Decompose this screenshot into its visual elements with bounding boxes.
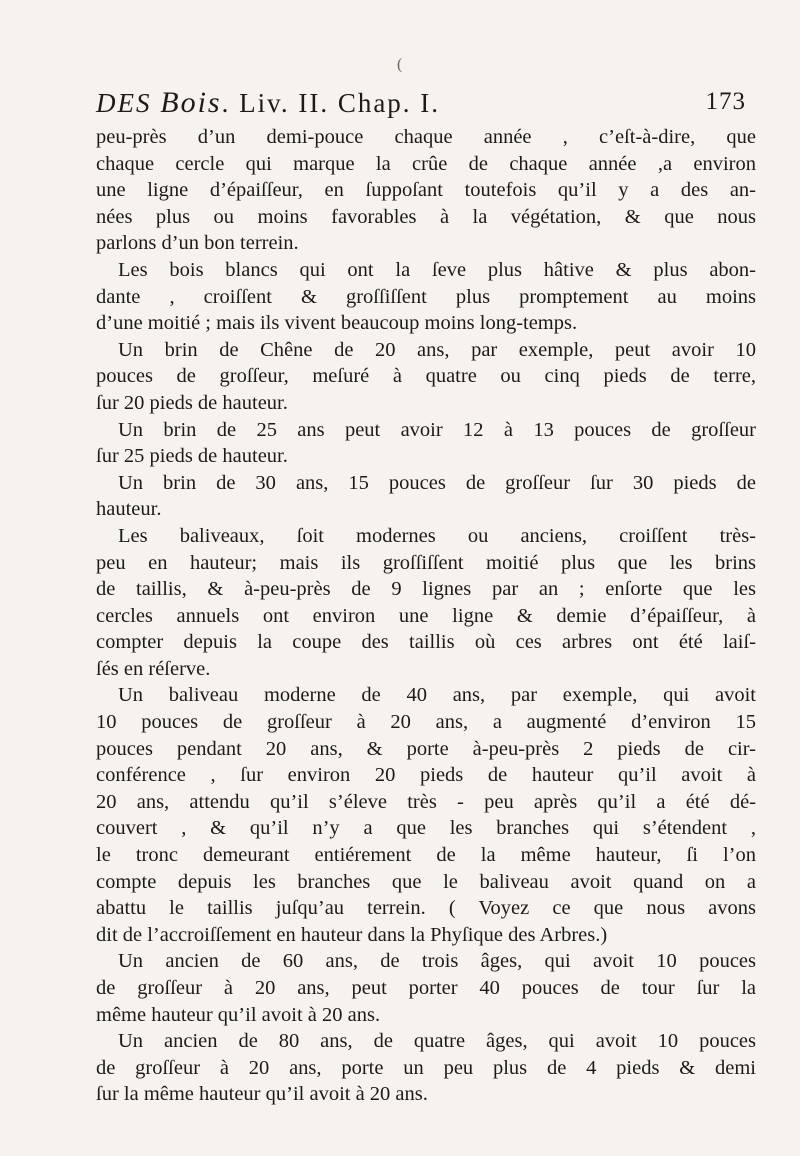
running-title — [96, 86, 440, 120]
text-line: Les baliveaux, ſoit modernes ou anciens, croiſſent très- — [118, 524, 756, 547]
text-line: une ligne d’épaiſſeur, en ſuppoſant toutefois qu’il y a des an- — [96, 179, 756, 202]
running-header — [96, 86, 746, 122]
page-number: 173 — [705, 88, 746, 115]
text-line: ſur 25 pieds de hauteur. — [96, 445, 288, 468]
text-line: 20 ans, attendu qu’il s’éleve très - peu après qu’il a été dé- — [96, 790, 756, 813]
text-line: hauteur. — [96, 498, 162, 521]
text-line: Un brin de 25 ans peut avoir 12 à 13 pouces de groſſeur — [118, 418, 756, 441]
running-title-italic: Bois — [160, 86, 222, 119]
text-line: Un brin de Chêne de 20 ans, par exemple, peut avoir 10 — [118, 338, 756, 361]
text-line: Un ancien de 60 ans, de trois âges, qui avoit 10 pouces — [118, 950, 756, 973]
text-line: dit de l’accroiſſement en hauteur dans la Phyſique des Arbres.) — [96, 923, 608, 946]
running-title-prefix: DES — [96, 88, 161, 118]
text-line: dante , croiſſent & groſſiſſent plus promptement au moins — [96, 285, 756, 308]
text-line: même hauteur qu’il avoit à 20 ans. — [96, 1003, 381, 1026]
text-line: parlons d’un bon terrein. — [96, 232, 299, 255]
text-line: couvert , & qu’il n’y a que les branches qui s’étendent , — [96, 817, 756, 840]
body-text — [96, 124, 756, 1108]
text-line: Les bois blancs qui ont la ſeve plus hâtive & plus abon- — [118, 258, 756, 281]
text-line: de groſſeur à 20 ans, peut porter 40 pouces de tour ſur la — [96, 977, 756, 999]
text-line: pouces de groſſeur, meſuré à quatre ou cinq pieds de terre, — [96, 365, 756, 388]
text-line: nées plus ou moins favorables à la végétation, & que nous — [96, 205, 756, 228]
text-line: abattu le taillis juſqu’au terrein. ( Voyez ce que nous avons — [96, 897, 756, 920]
text-line: de groſſeur à 20 ans, porte un peu plus de 4 pieds & demi — [96, 1056, 756, 1079]
text-line: cercles annuels ont environ une ligne & demie d’épaiſſeur, à — [96, 604, 756, 627]
text-line: compte depuis les branches que le baliveau avoit quand on a — [96, 870, 756, 893]
text-line: d’une moitié ; mais ils vivent beaucoup moins long-temps. — [96, 312, 578, 335]
text-line: peu en hauteur; mais ils groſſiſſent moitié plus que les brins — [96, 551, 756, 574]
text-line: Un brin de 30 ans, 15 pouces de groſſeur ſur 30 pieds de — [118, 471, 756, 494]
text-line: Un ancien de 80 ans, de quatre âges, qui avoit 10 pouces — [118, 1030, 756, 1053]
text-line: Un baliveau moderne de 40 ans, par exemple, qui avoit — [118, 684, 756, 707]
text-line: ſur la même hauteur qu’il avoit à 20 ans. — [96, 1083, 428, 1106]
text-line: ſés en réſerve. — [96, 657, 211, 680]
text-line: pouces pendant 20 ans, & porte à-peu-près 2 pieds de cir- — [96, 737, 756, 760]
text-line: 10 pouces de groſſeur à 20 ans, a augmenté d’environ 15 — [96, 711, 756, 734]
text-line: de taillis, & à-peu-près de 9 lignes par an ; enſorte que les — [96, 578, 756, 601]
text-line: compter depuis la coupe des taillis où ces arbres ont été laiſ- — [96, 631, 756, 654]
text-line: ſur 20 pieds de hauteur. — [96, 391, 288, 414]
stray-mark: ( — [397, 56, 403, 73]
running-title-suffix: . Liv. II. Chap. I. — [221, 88, 441, 118]
text-line: conférence , ſur environ 20 pieds de hauteur qu’il avoit à — [96, 764, 756, 787]
text-line: le tronc demeurant entiérement de la même hauteur, ſi l’on — [96, 844, 756, 867]
text-line: chaque cercle qui marque la crûe de chaque année ,a environ — [96, 152, 756, 175]
text-line: peu-près d’un demi-pouce chaque année , c’eſt-à-dire, que — [96, 126, 756, 148]
